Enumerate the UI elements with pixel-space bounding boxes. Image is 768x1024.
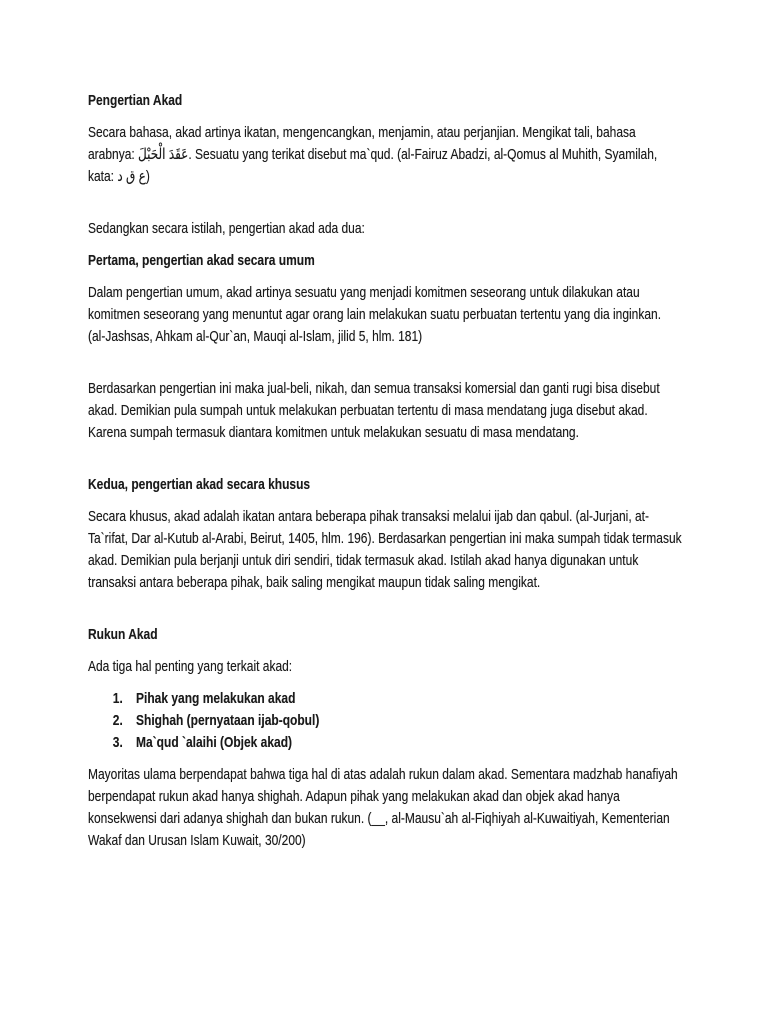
paragraph-berdasarkan-pengertian: Berdasarkan pengertian ini maka jual-beli, nikah, dan semua transaksi komersial dan ganti rugi bisa disebut akad. Demikian pula sumpah untuk melakukan perbuatan tertentu di masa mendatang juga disebut akad. Karena sumpah termasuk diantara komitmen untuk melakukan sesuatu di masa mendatang.	[88, 380, 663, 441]
paragraph-istilah-intro: Sedangkan secara istilah, pengertian akad ada dua:	[88, 220, 365, 237]
list-item-number: 3.	[112, 734, 123, 751]
doc-title: Pengertian Akad	[88, 92, 183, 109]
list-item-number: 2.	[112, 712, 123, 729]
paragraph-pengertian-khusus: Secara khusus, akad adalah ikatan antara beberapa pihak transaksi melalui ijab dan qabul. (al-Jurjani, at-Ta`rifat, Dar al-Kutub al-Arabi, Beirut, 1405, hlm. 196). Berdasarkan pengertian ini maka sumpah tidak termasuk akad. Demikian pula berjanji untuk diri sendiri, tidak termasuk akad. Istilah akad hanya digunakan untuk transaksi antara beberapa pihak, baik saling mengikat maupun tidak saling mengikat.	[88, 508, 685, 591]
document-content	[88, 90, 684, 852]
list-item	[88, 732, 684, 754]
heading-rukun-akad: Rukun Akad	[88, 626, 158, 643]
list-item-number: 1.	[112, 690, 123, 707]
paragraph-tiga-hal: Ada tiga hal penting yang terkait akad:	[88, 658, 293, 675]
paragraph-pengertian-umum: Dalam pengertian umum, akad artinya sesuatu yang menjadi komitmen seseorang untuk dilakukan atau komitmen seseorang yang menuntut agar orang lain melakukan suatu perbuatan tertentu yang dia inginkan. (al-Jashsas, Ahkam al-Qur`an, Mauqi al-Islam, jilid 5, hlm. 181)	[88, 284, 668, 345]
list-item-text: Ma`qud `alaihi (Objek akad)	[136, 734, 293, 751]
list-item	[88, 688, 684, 710]
paragraph-definisi-bahasa: Secara bahasa, akad artinya ikatan, mengencangkan, menjamin, atau perjanjian. Mengikat tali, bahasa arabnya: عَقَدَ الْحَبْلَ. Sesuatu yang terikat disebut ma`qud. (al-Fairuz Abadzi, al-Qomus al Muhith, Syamilah, kata: ع ق د)	[88, 124, 661, 185]
heading-kedua: Kedua, pengertian akad secara khusus	[88, 476, 311, 493]
paragraph-mayoritas-ulama: Mayoritas ulama berpendapat bahwa tiga hal di atas adalah rukun dalam akad. Sementara madzhab hanafiyah berpendapat rukun akad hanya shighah. Adapun pihak yang melakukan akad dan objek akad hanya konsekwensi dari adanya shighah dan bukan rukun. (__, al-Mausu`ah al-Fiqhiyah al-Kuwaitiyah, Kementerian Wakaf dan Urusan Islam Kuwait, 30/200)	[88, 766, 682, 849]
list-item-text: Shighah (pernyataan ijab-qobul)	[136, 712, 320, 729]
list-item	[88, 710, 684, 732]
list-item-text: Pihak yang melakukan akad	[136, 690, 296, 707]
rukun-list	[88, 688, 684, 754]
heading-pertama: Pertama, pengertian akad secara umum	[88, 252, 315, 269]
